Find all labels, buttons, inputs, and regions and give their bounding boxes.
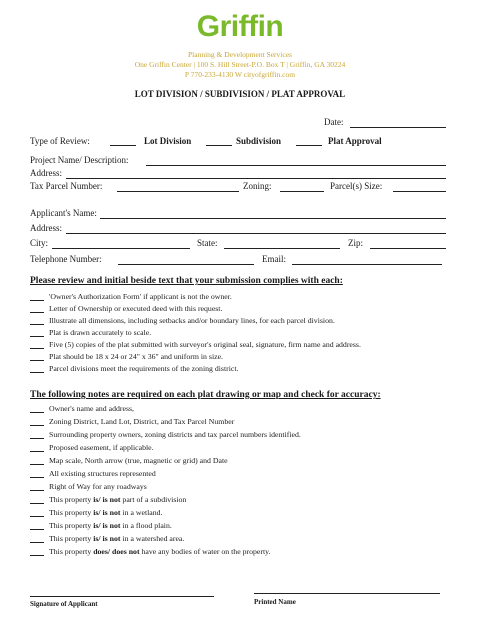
property-statement-pre: This property [49, 547, 94, 556]
email-label: Email: [262, 254, 286, 264]
date-field[interactable] [350, 127, 446, 128]
property-statement-bold: is/ is not [93, 534, 121, 543]
applicant-name-field[interactable] [100, 218, 446, 219]
address-field[interactable] [66, 178, 446, 179]
property-statement-bold: is/ is not [93, 521, 121, 530]
property-statement-post: part of a subdivision [120, 495, 187, 504]
project-name-label: Project Name/ Description: [30, 155, 129, 165]
check-blank[interactable] [30, 438, 44, 439]
state-field[interactable] [224, 248, 340, 249]
email-field[interactable] [292, 264, 442, 265]
initial-blank[interactable] [30, 312, 44, 313]
telephone-label: Telephone Number: [30, 254, 102, 264]
check-blank[interactable] [30, 477, 44, 478]
submission-checklist-heading: Please review and initial beside text that your submission complies with each: [30, 276, 343, 286]
property-statement [49, 521, 172, 530]
initial-blank[interactable] [30, 348, 44, 349]
check-blank[interactable] [30, 425, 44, 426]
property-statement-pre: This property [49, 495, 94, 504]
type-of-review-label: Type of Review: [30, 136, 90, 146]
plat-approval-label: Plat Approval [328, 136, 382, 146]
plat-note-item: Right of Way for any roadways [49, 482, 147, 491]
plat-notes-heading: The following notes are required on each plat drawing or map and check for accuracy: [30, 390, 381, 400]
zip-field[interactable] [370, 248, 446, 249]
subdivision-label: Subdivision [236, 136, 282, 146]
checklist-item: Plat should be 18 x 24 or 24" x 36" and uniform in size. [49, 352, 223, 361]
printed-name-line[interactable] [254, 593, 440, 594]
plat-note-item: Owner's name and address, [49, 404, 134, 413]
checklist-item: Letter of Ownership or executed deed with this request. [49, 304, 223, 313]
property-statement-pre: This property [49, 534, 94, 543]
property-statement-post: in a flood plain. [120, 521, 172, 530]
initial-blank[interactable] [30, 300, 44, 301]
property-statement-bold: is/ is not [93, 508, 121, 517]
property-statement [49, 534, 184, 543]
checklist-item: Parcel divisions meet the requirements of the zoning district. [49, 364, 239, 373]
checklist-item: Plat is drawn accurately to scale. [49, 328, 152, 337]
subdivision-check[interactable] [206, 145, 232, 146]
telephone-field[interactable] [118, 264, 254, 265]
check-blank[interactable] [30, 490, 44, 491]
applicant-name-label: Applicant's Name: [30, 208, 97, 218]
applicant-address-field[interactable] [66, 233, 446, 234]
department-name: Planning & Development Services [188, 50, 292, 59]
property-statement-bold: is/ is not [93, 495, 121, 504]
lot-division-label: Lot Division [144, 136, 192, 146]
initial-blank[interactable] [30, 324, 44, 325]
printed-name-label: Printed Name [254, 598, 296, 606]
checklist-item: Five (5) copies of the plat submitted with surveyor's original seal, signature, firm name and address. [49, 340, 361, 349]
check-blank[interactable] [30, 412, 44, 413]
city-label: City: [30, 238, 49, 248]
applicant-address-label: Address: [30, 223, 62, 233]
signature-label: Signature of Applicant [30, 600, 98, 608]
department-address: One Griffin Center | 100 S. Hill Street-P.O. Box T | Griffin, GA 30224 [134, 60, 346, 69]
checklist-item: 'Owner's Authorization Form' if applicant is not the owner. [49, 292, 232, 301]
signature-line[interactable] [30, 596, 214, 597]
zoning-field[interactable] [280, 191, 324, 192]
parcel-size-field[interactable] [393, 191, 446, 192]
tax-parcel-field[interactable] [117, 191, 239, 192]
checklist-item: Illustrate all dimensions, including setbacks and/or boundary lines, for each parcel division. [49, 316, 335, 325]
state-label: State: [197, 238, 218, 248]
initial-blank[interactable] [30, 372, 44, 373]
check-blank[interactable] [30, 451, 44, 452]
property-statement-pre: This property [49, 508, 94, 517]
griffin-logo: Griffin [196, 10, 284, 43]
plat-note-item: Surrounding property owners, zoning districts and tax parcel numbers identified. [49, 430, 301, 439]
check-blank[interactable] [30, 542, 44, 543]
check-blank[interactable] [30, 555, 44, 556]
city-field[interactable] [52, 248, 190, 249]
property-statement-bold: does/ does not [93, 547, 140, 556]
department-contact: P 770-233-4130 W cityofgriffin.com [184, 70, 296, 79]
property-statement-post: in a wetland. [120, 508, 163, 517]
date-label: Date: [324, 117, 344, 127]
tax-parcel-label: Tax Parcel Number: [30, 181, 103, 191]
plat-note-item: Proposed easement, if applicable. [49, 443, 154, 452]
zip-label: Zip: [348, 238, 363, 248]
address-label: Address: [30, 168, 62, 178]
form-title: LOT DIVISION / SUBDIVISION / PLAT APPROVAL [134, 89, 346, 99]
check-blank[interactable] [30, 464, 44, 465]
check-blank[interactable] [30, 516, 44, 517]
plat-note-item: Map scale, North arrow (true, magnetic or grid) and Date [49, 456, 228, 465]
zoning-label: Zoning: [243, 181, 272, 191]
property-statement-post: have any bodies of water on the property. [139, 547, 271, 556]
property-statement [49, 547, 270, 556]
check-blank[interactable] [30, 529, 44, 530]
initial-blank[interactable] [30, 336, 44, 337]
property-statement-pre: This property [49, 521, 94, 530]
plat-approval-check[interactable] [296, 145, 322, 146]
plat-note-item: All existing structures represented [49, 469, 156, 478]
plat-note-item: Zoning District, Land Lot, District, and Tax Parcel Number [49, 417, 235, 426]
project-name-field[interactable] [146, 165, 446, 166]
initial-blank[interactable] [30, 360, 44, 361]
property-statement [49, 495, 186, 504]
property-statement [49, 508, 163, 517]
check-blank[interactable] [30, 503, 44, 504]
property-statement-post: in a watershed area. [120, 534, 185, 543]
parcel-size-label: Parcel(s) Size: [330, 181, 383, 191]
lot-division-check[interactable] [110, 145, 136, 146]
